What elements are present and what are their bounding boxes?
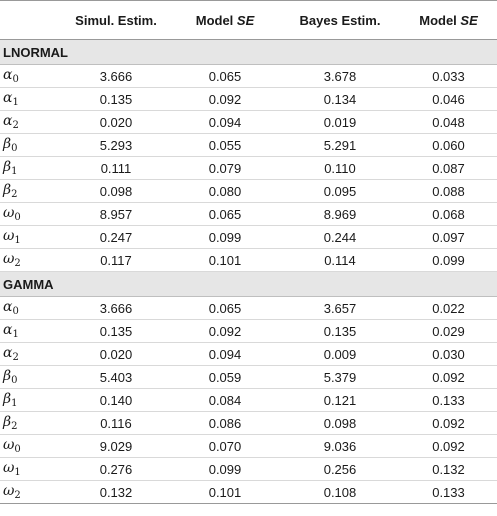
header-model-se-2: [400, 1, 497, 40]
simul-estim-cell: 3.666: [99, 68, 133, 84]
model-se-cell: 0.099: [208, 461, 242, 477]
model-se-cell: 0.030: [432, 346, 465, 362]
model-se-cell: 0.092: [208, 323, 242, 339]
model-se-cell: 0.099: [432, 252, 465, 268]
parameter-cell: [0, 111, 62, 134]
table-row: [0, 134, 497, 157]
table-row: [0, 435, 497, 458]
parameter-cell: [0, 343, 62, 366]
simul-estim-cell: 0.098: [99, 183, 133, 199]
simul-estim-cell: 0.020: [99, 346, 133, 362]
table-body: [0, 40, 497, 504]
parameter-subscript: 2: [11, 421, 18, 432]
parameter-symbol: ω: [3, 251, 15, 267]
table-row: [0, 88, 497, 111]
parameter-subscript: 2: [12, 120, 19, 131]
simul-estim-cell: 9.029: [99, 438, 133, 454]
parameter-symbol: β: [3, 136, 12, 152]
bayes-estim-cell: 0.009: [323, 346, 357, 362]
parameter-symbol: α: [3, 113, 13, 129]
model-se-cell: 0.068: [432, 206, 465, 222]
parameter-cell: [0, 412, 62, 435]
parameter-symbol: β: [3, 159, 12, 175]
parameter-symbol: α: [3, 299, 13, 315]
parameter-cell: [0, 458, 62, 481]
model-se-cell: 0.092: [208, 91, 242, 107]
table-row: [0, 297, 497, 320]
model-se-cell: 0.033: [432, 68, 465, 84]
parameter-symbol: ω: [3, 228, 15, 244]
model-se-cell: 0.065: [208, 206, 242, 222]
parameter-subscript: 1: [14, 235, 21, 246]
section-row-lnormal: [0, 40, 497, 65]
parameter-symbol: α: [3, 67, 13, 83]
model-se-cell: 0.070: [208, 438, 242, 454]
parameter-subscript: 2: [14, 490, 21, 501]
table-header: [0, 1, 497, 40]
parameter-subscript: 0: [11, 375, 18, 386]
parameter-subscript: 0: [14, 212, 21, 223]
model-se-cell: 0.079: [208, 160, 242, 176]
model-se-cell: 0.087: [432, 160, 465, 176]
simul-estim-cell: 0.117: [100, 252, 132, 268]
model-se-cell: 0.065: [208, 300, 242, 316]
simul-estim-cell: 3.666: [99, 300, 133, 316]
parameter-subscript: 0: [12, 74, 19, 85]
parameter-symbol: α: [3, 345, 13, 361]
model-se-cell: 0.059: [208, 369, 242, 385]
model-se-cell: 0.133: [432, 392, 465, 408]
bayes-estim-cell: 0.134: [323, 91, 357, 107]
model-se-cell: 0.086: [208, 415, 242, 431]
parameter-symbol: β: [3, 414, 12, 430]
table-row: [0, 65, 497, 88]
section-row-gamma: [0, 272, 497, 297]
parameter-cell: [0, 180, 62, 203]
simul-estim-cell: 8.957: [99, 206, 133, 222]
parameter-cell: [0, 88, 62, 111]
bayes-estim-cell: 0.135: [323, 323, 357, 339]
table-row: [0, 458, 497, 481]
model-se-cell: 0.092: [432, 438, 465, 454]
header-bayes-estim: Bayes Estim.: [299, 12, 381, 28]
parameter-cell: [0, 134, 62, 157]
parameter-subscript: 1: [14, 467, 21, 478]
header-model-se-2-prefix: Model: [419, 12, 461, 28]
bayes-estim-cell: 5.379: [323, 369, 357, 385]
table-row: [0, 226, 497, 249]
simul-estim-cell: 0.132: [99, 484, 133, 500]
model-se-cell: 0.055: [208, 137, 242, 153]
header-simul-estim: Simul. Estim.: [75, 12, 157, 28]
table-row: [0, 389, 497, 412]
parameter-cell: [0, 226, 62, 249]
parameter-symbol: ω: [3, 437, 15, 453]
bayes-estim-cell: 0.098: [323, 415, 357, 431]
model-se-cell: 0.022: [432, 300, 465, 316]
model-se-cell: 0.046: [432, 91, 465, 107]
bayes-estim-cell: 5.291: [323, 137, 357, 153]
table-row: [0, 111, 497, 134]
model-se-cell: 0.132: [432, 461, 465, 477]
bayes-estim-cell: 0.244: [323, 229, 357, 245]
parameter-symbol: β: [3, 182, 12, 198]
parameter-cell: [0, 203, 62, 226]
model-se-cell: 0.099: [208, 229, 242, 245]
bayes-estim-cell: 0.019: [323, 114, 357, 130]
parameter-subscript: 2: [12, 352, 19, 363]
model-se-cell: 0.101: [208, 252, 242, 268]
table-row: [0, 157, 497, 180]
bayes-estim-cell: 0.108: [323, 484, 357, 500]
model-se-cell: 0.094: [208, 346, 242, 362]
simul-estim-cell: 5.403: [99, 369, 133, 385]
bayes-estim-cell: 0.121: [323, 392, 357, 408]
table-row: [0, 249, 497, 272]
parameter-subscript: 1: [12, 97, 19, 108]
header-model-se-2-se: SE: [460, 12, 478, 28]
bayes-estim-cell: 8.969: [323, 206, 357, 222]
simul-estim-cell: 0.276: [99, 461, 133, 477]
parameter-subscript: 1: [11, 398, 18, 409]
parameter-symbol: α: [3, 90, 13, 106]
table-row: [0, 320, 497, 343]
bayes-estim-cell: 0.095: [323, 183, 357, 199]
section-title: LNORMAL: [3, 44, 68, 60]
header-model-se-1: [170, 1, 280, 40]
parameter-subscript: 0: [12, 306, 19, 317]
table-row: [0, 366, 497, 389]
model-se-cell: 0.048: [432, 114, 465, 130]
parameter-cell: [0, 389, 62, 412]
parameter-cell: [0, 249, 62, 272]
simul-estim-cell: 5.293: [99, 137, 133, 153]
parameter-symbol: β: [3, 368, 12, 384]
parameter-symbol: ω: [3, 483, 15, 499]
parameter-subscript: 1: [11, 166, 18, 177]
model-se-cell: 0.092: [432, 415, 465, 431]
table-row: [0, 203, 497, 226]
bayes-estim-cell: 0.114: [324, 252, 356, 268]
model-se-cell: 0.097: [432, 229, 465, 245]
section-title: GAMMA: [3, 276, 54, 292]
parameter-cell: [0, 65, 62, 88]
parameter-cell: [0, 481, 62, 504]
parameter-cell: [0, 320, 62, 343]
table-row: [0, 481, 497, 504]
parameter-symbol: α: [3, 322, 13, 338]
parameter-cell: [0, 435, 62, 458]
simul-estim-cell: 0.135: [99, 323, 133, 339]
parameter-subscript: 0: [14, 444, 21, 455]
parameter-cell: [0, 297, 62, 320]
parameter-subscript: 2: [14, 258, 21, 269]
bayes-estim-cell: 0.110: [324, 160, 356, 176]
parameter-cell: [0, 157, 62, 180]
parameter-subscript: 2: [11, 189, 18, 200]
simul-estim-cell: 0.135: [99, 91, 133, 107]
header-row: [0, 1, 497, 40]
model-se-cell: 0.101: [208, 484, 242, 500]
bayes-estim-cell: 0.256: [323, 461, 357, 477]
table-row: [0, 343, 497, 366]
simul-estim-cell: 0.116: [100, 415, 132, 431]
model-se-cell: 0.060: [432, 137, 465, 153]
parameter-symbol: ω: [3, 205, 15, 221]
model-se-cell: 0.065: [208, 68, 242, 84]
bayes-estim-cell: 3.678: [323, 68, 357, 84]
table-row: [0, 180, 497, 203]
simul-estim-cell: 0.247: [99, 229, 133, 245]
model-se-cell: 0.094: [208, 114, 242, 130]
parameter-cell: [0, 366, 62, 389]
parameter-symbol: β: [3, 391, 12, 407]
parameter-subscript: 1: [12, 329, 19, 340]
model-se-cell: 0.029: [432, 323, 465, 339]
simul-estim-cell: 0.020: [99, 114, 133, 130]
header-parameter-cell: [0, 1, 62, 40]
simul-estim-cell: 0.111: [100, 160, 132, 176]
model-se-cell: 0.133: [432, 484, 465, 500]
model-se-cell: 0.092: [432, 369, 465, 385]
parameter-symbol: ω: [3, 460, 15, 476]
parameter-subscript: 0: [11, 143, 18, 154]
model-se-cell: 0.080: [208, 183, 242, 199]
model-se-cell: 0.088: [432, 183, 465, 199]
bayes-estim-cell: 3.657: [323, 300, 357, 316]
header-model-se-1-se: SE: [236, 12, 255, 28]
model-se-cell: 0.084: [208, 392, 242, 408]
bayes-estim-cell: 9.036: [323, 438, 357, 454]
simul-estim-cell: 0.140: [99, 392, 133, 408]
header-model-se-1-prefix: Model: [195, 12, 237, 28]
table-row: [0, 412, 497, 435]
